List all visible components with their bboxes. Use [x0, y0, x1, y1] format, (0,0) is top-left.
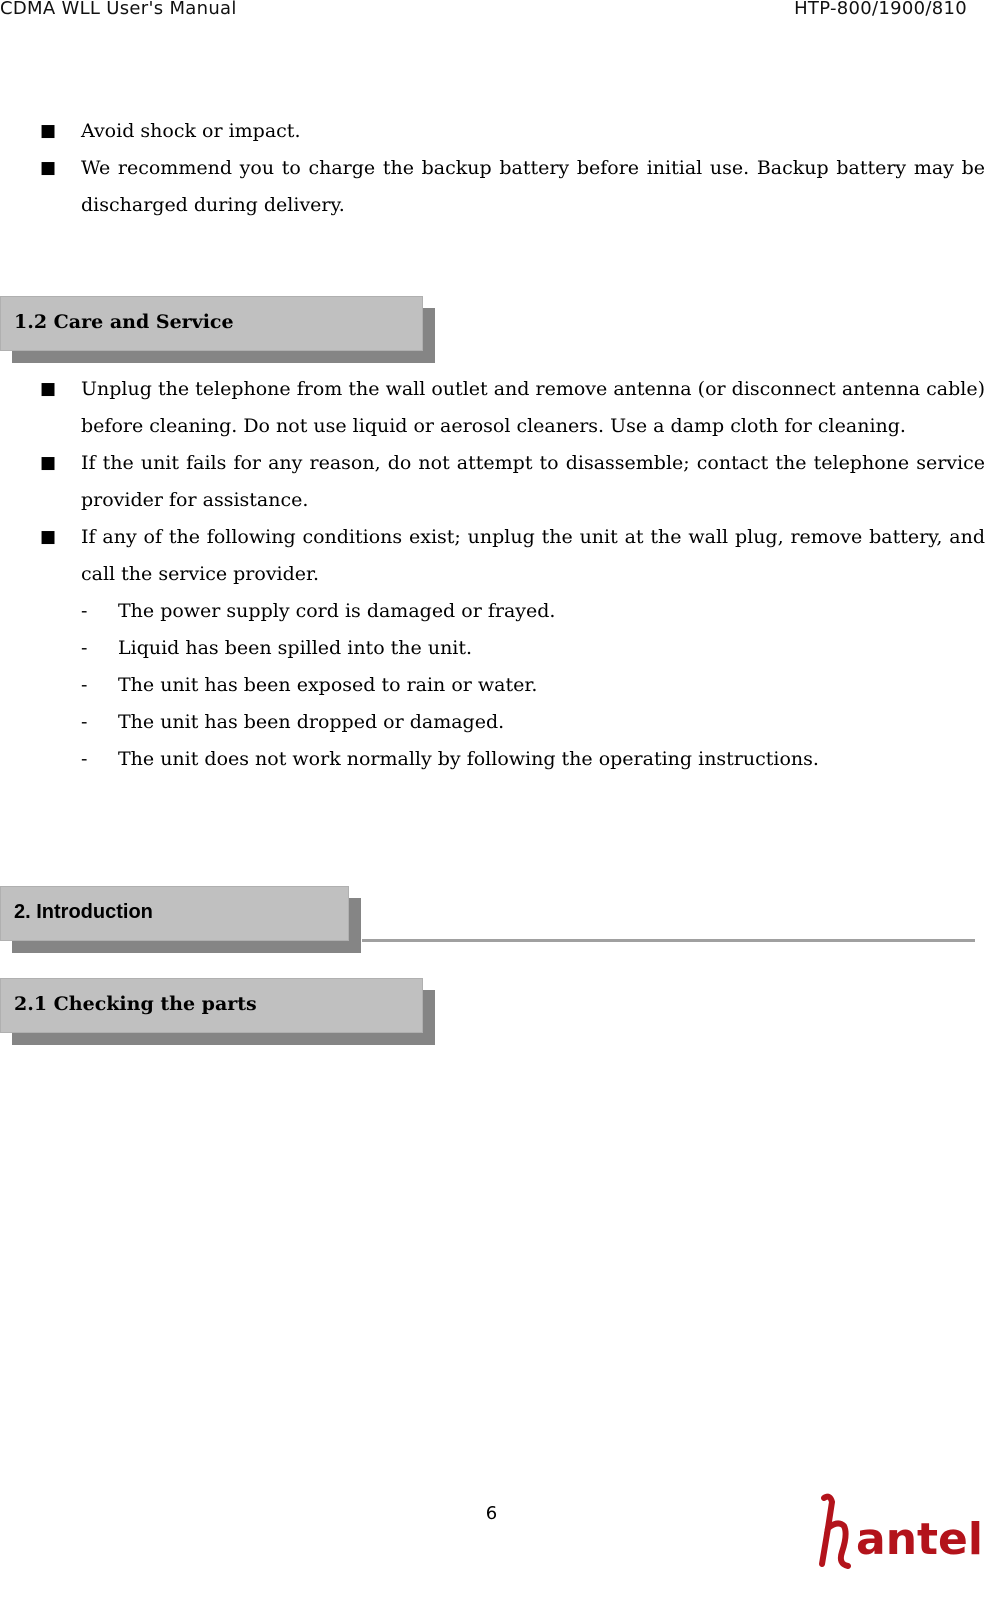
dash-marker: -	[81, 748, 88, 770]
condition-text: Liquid has been spilled into the unit.	[118, 637, 473, 659]
intro-bullet-list	[40, 113, 985, 224]
dash-marker: -	[81, 600, 88, 622]
list-item	[40, 371, 985, 445]
condition-item	[81, 593, 985, 630]
bullet-square-icon: ■	[40, 121, 57, 141]
section-divider-rule	[362, 939, 975, 942]
list-item	[40, 150, 985, 224]
hantel-logo	[808, 1490, 988, 1570]
condition-text: The power supply cord is damaged or frayed.	[118, 600, 556, 622]
header-manual-title: CDMA WLL User's Manual	[0, 0, 237, 19]
bullet-square-icon: ■	[40, 453, 57, 473]
section-title: 1.2 Care and Service	[14, 311, 234, 333]
section-title: 2. Introduction	[14, 901, 153, 923]
section-heading-care-and-service	[0, 296, 436, 351]
bullet-square-icon: ■	[40, 379, 57, 399]
condition-item	[81, 741, 985, 778]
condition-text: The unit has been exposed to rain or water.	[118, 674, 538, 696]
list-item	[40, 519, 985, 778]
page-number: 6	[485, 1503, 498, 1524]
bullet-square-icon: ■	[40, 527, 57, 547]
condition-text: The unit has been dropped or damaged.	[118, 711, 505, 733]
dash-marker: -	[81, 711, 88, 733]
bullet-text: Avoid shock or impact.	[81, 120, 301, 142]
section-heading-checking-the-parts	[0, 978, 436, 1033]
bullet-square-icon: ■	[40, 158, 57, 178]
condition-item	[81, 667, 985, 704]
conditions-list	[81, 593, 985, 778]
condition-text: The unit does not work normally by following the operating instructions.	[118, 748, 819, 770]
header-model-number: HTP-800/1900/810	[794, 0, 967, 19]
svg-text:antel: antel	[856, 1514, 983, 1565]
bullet-text: We recommend you to charge the backup battery before initial use. Backup battery may be discharged during delivery.	[81, 157, 985, 216]
section-heading-introduction	[0, 886, 362, 941]
condition-item	[81, 630, 985, 667]
list-item	[40, 113, 985, 150]
dash-marker: -	[81, 674, 88, 696]
condition-item	[81, 704, 985, 741]
care-bullet-list	[40, 371, 985, 778]
section-title: 2.1 Checking the parts	[14, 993, 257, 1015]
list-item	[40, 445, 985, 519]
bullet-text: If any of the following conditions exist; unplug the unit at the wall plug, remove battery, and call the service provider.	[81, 526, 985, 585]
dash-marker: -	[81, 637, 88, 659]
bullet-text: Unplug the telephone from the wall outlet and remove antenna (or disconnect antenna cable) before cleaning. Do not use liquid or aerosol cleaners. Use a damp cloth for cleaning.	[81, 378, 985, 437]
bullet-text: If the unit fails for any reason, do not attempt to disassemble; contact the telephone service provider for assistance.	[81, 452, 985, 511]
